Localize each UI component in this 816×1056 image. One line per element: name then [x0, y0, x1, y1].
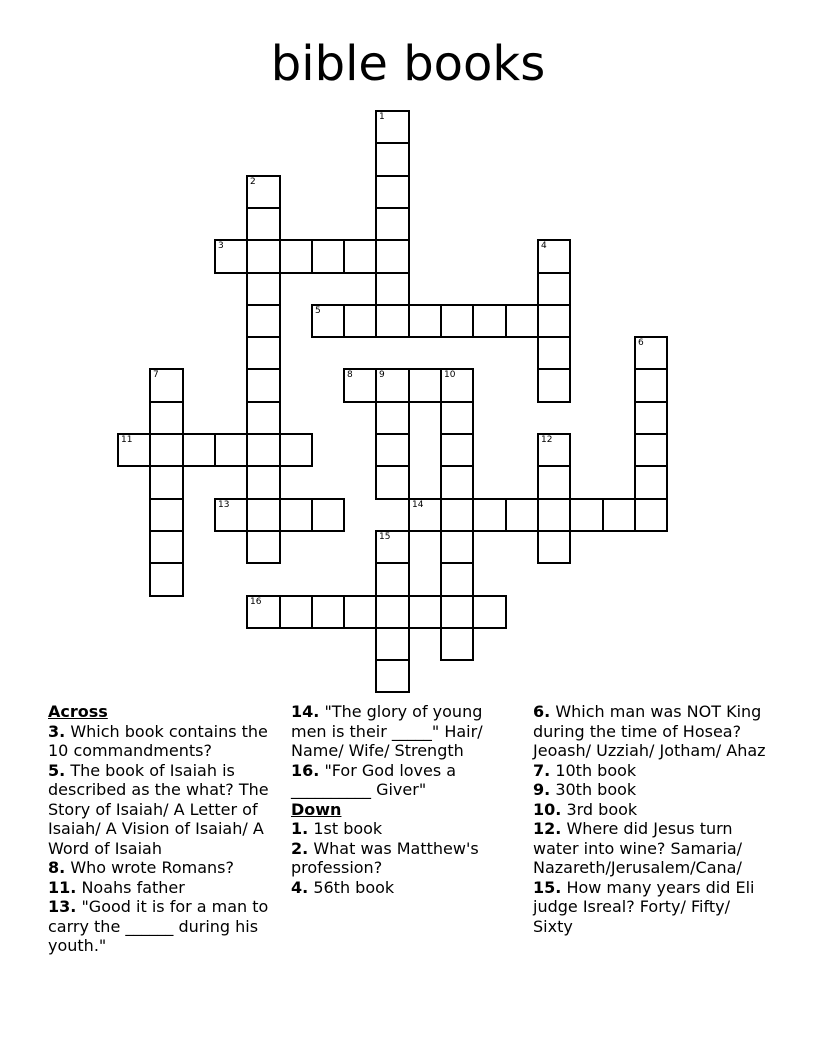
clue-text: "The glory of young men is their _____" Hair/ Name/ Wife/ Strength: [291, 702, 483, 760]
clue-number: 1.: [291, 819, 309, 838]
grid-cell[interactable]: [343, 304, 377, 338]
clue-number: 15: [379, 532, 391, 542]
grid-cell[interactable]: [279, 595, 313, 629]
clue: [291, 761, 523, 800]
grid-cell[interactable]: [246, 465, 281, 500]
grid-cell[interactable]: [569, 498, 604, 532]
clue-number: 10.: [533, 799, 562, 819]
grid-cell[interactable]: [537, 530, 571, 564]
grid-cell[interactable]: [634, 465, 668, 500]
clue-text: 10th book: [555, 760, 637, 780]
grid-cell[interactable]: [408, 304, 442, 338]
clue: [533, 780, 773, 800]
clue: [48, 858, 284, 878]
grid-cell[interactable]: [537, 368, 571, 403]
grid-cell[interactable]: [214, 433, 248, 467]
grid-cell[interactable]: [375, 207, 410, 241]
clue-text: Who wrote Romans?: [70, 858, 234, 877]
clue-number: 8.: [48, 858, 66, 877]
clue-number: 11.: [48, 877, 77, 897]
clue-text: Noahs father: [81, 877, 185, 897]
grid-cell[interactable]: [279, 433, 313, 467]
grid-cell[interactable]: [375, 368, 410, 403]
grid-cell[interactable]: [246, 401, 281, 435]
grid-cell[interactable]: [440, 433, 474, 467]
grid-cell[interactable]: [279, 239, 313, 274]
grid-cell[interactable]: [537, 304, 571, 338]
clue: [533, 878, 773, 937]
clue-text: Which book contains the 10 commandments?: [48, 721, 268, 760]
grid-cell[interactable]: [214, 498, 248, 532]
clue-number: 10: [444, 370, 456, 380]
clue-number: 8: [347, 370, 353, 380]
grid-cell[interactable]: [214, 239, 248, 274]
across-heading: Across: [48, 702, 108, 721]
grid-cell[interactable]: [375, 175, 410, 209]
clue-number: 12: [541, 435, 553, 445]
clue-number: 3.: [48, 721, 66, 741]
grid-cell[interactable]: [440, 562, 474, 597]
grid-cell[interactable]: [311, 304, 345, 338]
grid-cell[interactable]: [537, 433, 571, 467]
clue-text: 30th book: [555, 780, 637, 799]
grid-cell[interactable]: [149, 368, 184, 403]
grid-cell[interactable]: [246, 595, 281, 629]
clue-text: 3rd book: [566, 799, 638, 819]
clue: [48, 897, 284, 956]
grid-cell[interactable]: [375, 465, 410, 500]
grid-cell[interactable]: [149, 530, 184, 564]
grid-cell[interactable]: [375, 562, 410, 597]
grid-cell[interactable]: [634, 433, 668, 467]
grid-cell[interactable]: [537, 498, 571, 532]
clue-text: What was Matthew's profession?: [291, 838, 479, 877]
clue-text: "For God loves a __________ Giver": [291, 760, 457, 799]
grid-cell[interactable]: [440, 368, 474, 403]
grid-cell[interactable]: [246, 175, 281, 209]
grid-cell[interactable]: [246, 433, 281, 467]
clue-text: 1st book: [313, 819, 383, 838]
clue-number: 15.: [533, 877, 562, 897]
clue-number: 2.: [291, 838, 309, 858]
grid-cell[interactable]: [311, 239, 345, 274]
grid-cell[interactable]: [375, 239, 410, 274]
grid-cell[interactable]: [375, 142, 410, 177]
grid-cell[interactable]: [408, 595, 442, 629]
grid-cell[interactable]: [375, 433, 410, 467]
grid-cell[interactable]: [537, 465, 571, 500]
clue-column-2: [291, 702, 523, 897]
grid-cell[interactable]: [311, 498, 345, 532]
grid-cell[interactable]: [634, 401, 668, 435]
grid-cell[interactable]: [246, 207, 281, 241]
grid-cell[interactable]: [149, 401, 184, 435]
clue: [533, 761, 773, 781]
clue-number: 6: [638, 338, 644, 348]
clue-number: 16: [250, 597, 262, 607]
clue-number: 7.: [533, 760, 551, 780]
clue-number: 13: [218, 500, 230, 510]
down-heading: Down: [291, 799, 342, 819]
grid-cell[interactable]: [472, 498, 507, 532]
clue-number: 9.: [533, 780, 551, 799]
grid-cell[interactable]: [472, 595, 507, 629]
grid-cell[interactable]: [440, 465, 474, 500]
grid-cell[interactable]: [375, 627, 410, 661]
grid-cell[interactable]: [246, 272, 281, 306]
grid-cell[interactable]: [602, 498, 636, 532]
clue-number: 2: [250, 177, 256, 187]
clue: [291, 819, 523, 839]
clue-number: 9: [379, 370, 385, 380]
grid-cell[interactable]: [246, 368, 281, 403]
grid-cell[interactable]: [634, 498, 668, 532]
grid-cell[interactable]: [440, 401, 474, 435]
clue-number: 4.: [291, 877, 309, 897]
grid-cell[interactable]: [246, 336, 281, 370]
grid-cell[interactable]: [311, 595, 345, 629]
clue-number: 13.: [48, 897, 77, 916]
clue-number: 5.: [48, 760, 66, 780]
grid-cell[interactable]: [246, 304, 281, 338]
grid-cell[interactable]: [246, 498, 281, 532]
grid-cell[interactable]: [634, 368, 668, 403]
grid-cell[interactable]: [634, 336, 668, 370]
grid-cell[interactable]: [375, 401, 410, 435]
clue: [48, 761, 284, 859]
clue: [291, 878, 523, 898]
grid-cell[interactable]: [440, 530, 474, 564]
clue-column-3: [533, 702, 773, 936]
grid-cell[interactable]: [375, 304, 410, 338]
clue-number: 14: [412, 500, 424, 510]
grid-cell[interactable]: [149, 562, 184, 597]
grid-cell[interactable]: [505, 304, 539, 338]
clue-number: 3: [218, 241, 224, 251]
grid-cell[interactable]: [440, 627, 474, 661]
grid-cell[interactable]: [117, 433, 151, 467]
grid-cell[interactable]: [408, 368, 442, 403]
clue-number: 16.: [291, 760, 320, 780]
grid-cell[interactable]: [505, 498, 539, 532]
clue-text: The book of Isaiah is described as the what? The Story of Isaiah/ A Letter of Isaiah/ A Vision of Isaiah/ A Word of Isaiah: [48, 760, 269, 858]
grid-cell[interactable]: [440, 498, 474, 532]
clue-number: 6.: [533, 702, 551, 721]
clue: [48, 722, 284, 761]
clue-number: 14.: [291, 702, 320, 721]
grid-cell[interactable]: [375, 272, 410, 306]
grid-cell[interactable]: [375, 110, 410, 144]
grid-cell[interactable]: [246, 239, 281, 274]
grid-cell[interactable]: [182, 433, 216, 467]
grid-cell[interactable]: [375, 530, 410, 564]
clue: [533, 702, 773, 761]
grid-cell[interactable]: [343, 239, 377, 274]
clue-text: "Good it is for a man to carry the ______ during his youth.": [48, 897, 269, 955]
grid-cell[interactable]: [149, 433, 184, 467]
clue-number: 4: [541, 241, 547, 251]
grid-cell[interactable]: [149, 465, 184, 500]
grid-cell[interactable]: [408, 498, 442, 532]
clue-text: 56th book: [313, 877, 395, 897]
grid-cell[interactable]: [149, 498, 184, 532]
grid-cell[interactable]: [440, 595, 474, 629]
clue: [533, 800, 773, 820]
grid-cell[interactable]: [537, 239, 571, 274]
grid-cell[interactable]: [472, 304, 507, 338]
clue-text: Where did Jesus turn water into wine? Samaria/ Nazareth/Jerusalem/Cana/: [533, 819, 743, 877]
clue-number: 1: [379, 112, 385, 122]
grid-cell[interactable]: [537, 336, 571, 370]
clue: [291, 839, 523, 878]
grid-cell[interactable]: [343, 368, 377, 403]
clue: [533, 819, 773, 878]
grid-cell[interactable]: [279, 498, 313, 532]
grid-cell[interactable]: [343, 595, 377, 629]
clue-number: 12.: [533, 819, 562, 838]
clue: [291, 702, 523, 761]
grid-cell[interactable]: [440, 304, 474, 338]
clue-number: 5: [315, 306, 321, 316]
grid-cell[interactable]: [246, 530, 281, 564]
grid-cell[interactable]: [375, 595, 410, 629]
puzzle-title: bible books: [270, 36, 546, 92]
clue: [48, 878, 284, 898]
clue-text: How many years did Eli judge Isreal? Forty/ Fifty/ Sixty: [533, 877, 755, 936]
clue-column-1: [48, 702, 284, 956]
grid-cell[interactable]: [537, 272, 571, 306]
clue-text: Which man was NOT King during the time of Hosea? Jeoash/ Uzziah/ Jotham/ Ahaz: [533, 702, 766, 760]
clue-number: 11: [121, 435, 133, 445]
clue-number: 7: [153, 370, 159, 380]
grid-cell[interactable]: [375, 659, 410, 693]
